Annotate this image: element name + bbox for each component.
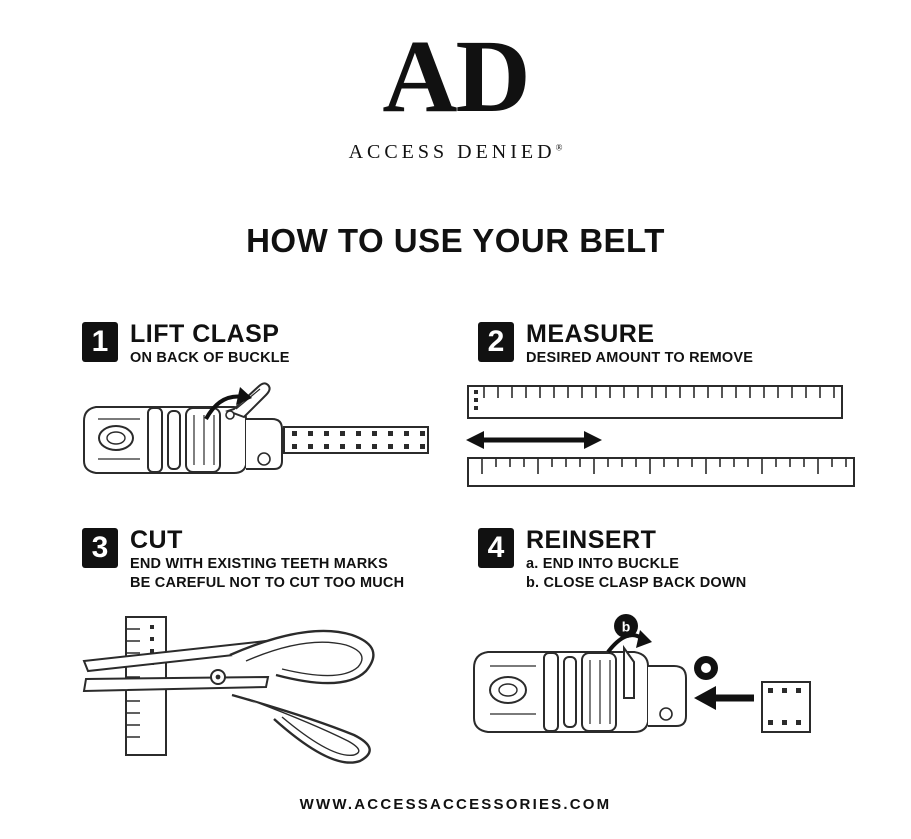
step-3-subtitle-line-1: END WITH EXISTING TEETH MARKS <box>130 555 388 572</box>
step-3 <box>82 528 404 593</box>
brand-name-text: ACCESS DENIED <box>348 140 556 163</box>
brand-header <box>0 19 911 164</box>
svg-text:b: b <box>621 618 631 635</box>
step-1-title: LIFT CLASP <box>130 320 280 348</box>
step-3-text <box>130 528 404 593</box>
step-2-number: 2 <box>478 322 514 362</box>
step-3-subtitle-line-2: BE CAREFUL NOT TO CUT TOO MUCH <box>130 575 405 592</box>
step-3-illustration <box>70 595 400 770</box>
page-title: HOW TO USE YOUR BELT <box>246 222 665 259</box>
step-4-heading <box>478 528 746 593</box>
step-3-title: CUT <box>130 526 183 554</box>
brand-name <box>349 141 563 164</box>
step-2-subtitle-line-1: DESIRED AMOUNT TO REMOVE <box>526 349 754 366</box>
step-1-subtitle-line-1: ON BACK OF BUCKLE <box>130 349 290 366</box>
step-2 <box>478 322 753 367</box>
step-4-number: 4 <box>478 528 514 568</box>
step-1-number: 1 <box>82 322 118 362</box>
step-4-text <box>526 528 746 593</box>
step-4 <box>478 528 746 593</box>
step-3-number: 3 <box>82 528 118 568</box>
step-4-illustration <box>458 612 818 757</box>
step-2-heading <box>478 322 753 367</box>
step-2-illustration <box>462 378 862 493</box>
step-1-text <box>130 322 290 367</box>
registered-trademark-symbol: ® <box>555 142 563 153</box>
step-4-subtitle-line-1: a. END INTO BUCKLE <box>526 555 680 572</box>
step-2-text <box>526 322 753 367</box>
step-1-illustration <box>68 375 448 495</box>
step-1 <box>82 322 290 367</box>
footer-website-url: WWW.ACCESSACCESSORIES.COM <box>299 796 612 813</box>
step-4-subtitle-line-2: b. CLOSE CLASP BACK DOWN <box>526 575 747 592</box>
step-1-heading <box>82 322 290 367</box>
step-4-title: REINSERT <box>526 526 657 554</box>
step-3-heading <box>82 528 404 593</box>
step-2-title: MEASURE <box>526 320 655 348</box>
brand-logo-mark: AD <box>382 19 529 134</box>
